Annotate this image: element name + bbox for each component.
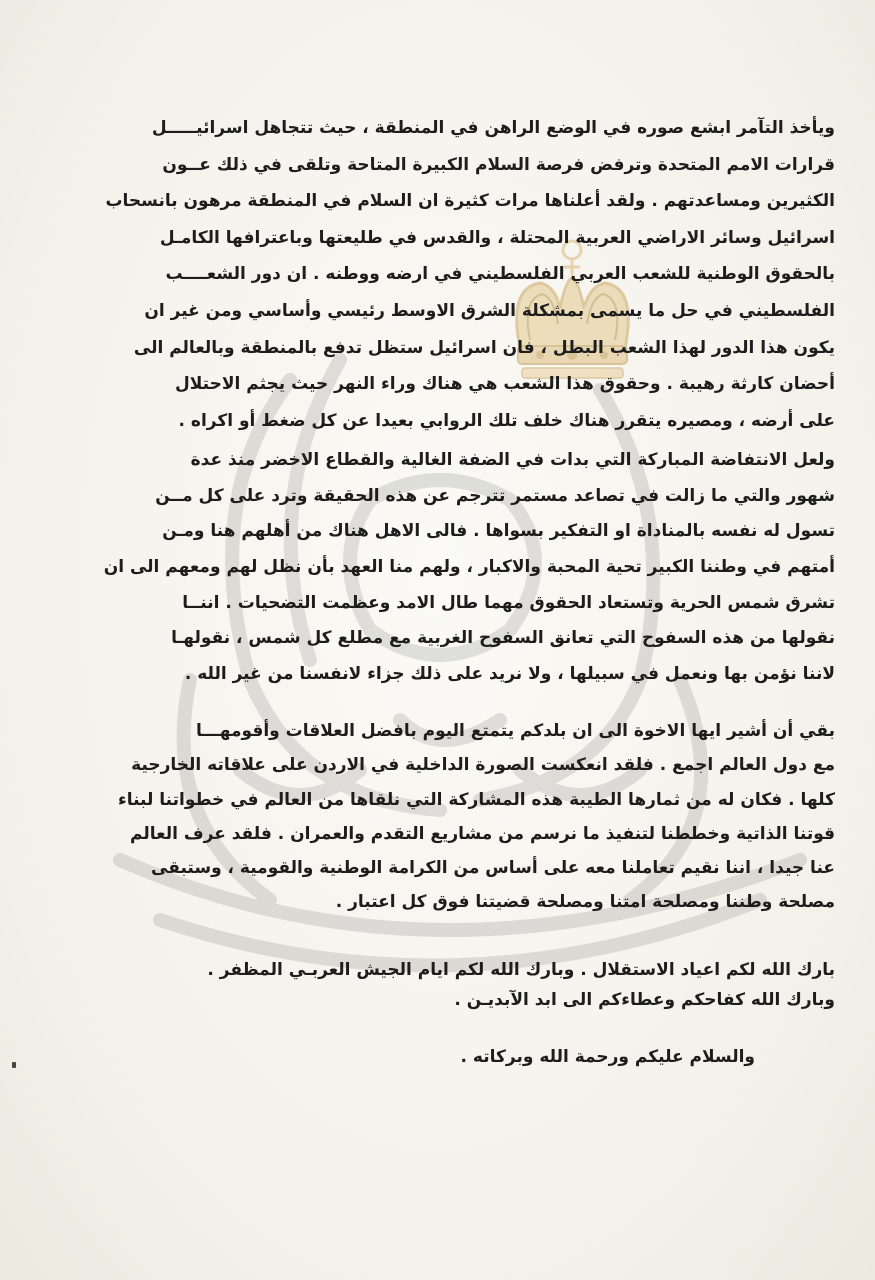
paragraph-line: كلها . فكان له من ثمارها الطيبة هذه المشاركة التي نلقاها من العالم في خطواتنا لبناء bbox=[118, 789, 835, 810]
paragraph-line: اسرائيل وسائر الاراضي العربية المحتلة ، والقدس في طليعتها وباعترافها الكامـل bbox=[159, 227, 835, 248]
paragraph-line: عنا جيدا ، اننا نقيم تعاملنا معه على أساس من الكرامة الوطنية والقومية ، وستبقى bbox=[151, 858, 835, 879]
paragraph-line: أمتهم في وطننا الكبير تحية المحبة والاكبار ، ولهم منا العهد بأن نظل لهم ومعهم الى ان bbox=[103, 557, 835, 578]
paragraph-line: قوتنا الذاتية وخططنا لتنفيذ ما نرسم من مشاريع التقدم والعمران . فلقد عرف العالم bbox=[130, 823, 835, 844]
paragraph-3 bbox=[55, 714, 835, 920]
paragraph-line: مع دول العالم اجمع . فلقد انعكست الصورة الداخلية في الاردن على علاقاته الخارجية bbox=[131, 755, 835, 776]
margin-mark bbox=[12, 1062, 16, 1068]
paragraph-line: بارك الله لكم اعياد الاستقلال . وبارك الله لكم ايام الجيش العربـي المظفر . bbox=[207, 960, 835, 980]
paragraph-line: الفلسطيني في حل ما يسمى بمشكلة الشرق الاوسط رئيسي وأساسي ومن غير ان bbox=[144, 300, 835, 321]
paragraph-line: بالحقوق الوطنية للشعب العربي الفلسطيني في ارضه ووطنه . ان دور الشعــــب bbox=[165, 264, 835, 285]
paragraph-line: تشرق شمس الحرية وتستعاد الحقوق مهما طال الامد وعظمت التضحيات . اننــا bbox=[182, 592, 835, 613]
paragraph-line: قرارات الامم المتحدة وترفض فرصة السلام الكبيرة المتاحة وتلقى في ذلك عــون bbox=[162, 154, 835, 175]
paragraph-line: تسول له نفسه بالمناداة او التفكير بسواها . فالى الاهل هناك من أهلهم هنا ومـن bbox=[162, 521, 835, 542]
paragraph-line: ولعل الانتفاضة المباركة التي بدات في الضفة الغالية والقطاع الاخضر منذ عدة bbox=[190, 450, 835, 470]
paragraph-line: شهور والتي ما زالت في تصاعد مستمر تترجم عن هذه الحقيقة وترد على كل مــن bbox=[155, 485, 835, 506]
paragraph-line: ويأخذ التآمر ابشع صوره في الوضع الراهن في المنطقة ، حيث تتجاهل اسرائيـــــل bbox=[151, 118, 835, 138]
paragraph-line: والسلام عليكم ورحمة الله وبركاته . bbox=[460, 1047, 755, 1067]
paragraph-line: الكثيرين ومساعدتهم . ولقد أعلناها مرات كثيرة ان السلام في المنطقة مرهون بانسحاب bbox=[105, 191, 835, 212]
closing-greeting bbox=[55, 1042, 755, 1072]
paragraph-line: على أرضه ، ومصيره يتقرر هناك خلف تلك الروابي بعيدا عن كل ضغط أو اكراه . bbox=[178, 410, 835, 431]
paragraph-line: مصلحة وطننا ومصلحة امتنا ومصلحة قضيتنا فوق كل اعتبار . bbox=[335, 892, 835, 913]
paragraph-1 bbox=[55, 110, 835, 439]
paragraph-2 bbox=[55, 443, 835, 693]
paragraph-line: بقي أن أشير ايها الاخوة الى ان بلدكم يتمتع اليوم بافضل العلاقات وأقومهـــا bbox=[195, 721, 835, 741]
paragraph-line: يكون هذا الدور لهذا الشعب البطل ، فان اسرائيل ستظل تدفع بالمنطقة وبالعالم الى bbox=[133, 337, 835, 358]
paragraph-line: أحضان كارثة رهيبة . وحقوق هذا الشعب هي هناك وراء النهر حيث يجثم الاحتلال bbox=[174, 374, 835, 395]
paragraph-line: لاننا نؤمن بها ونعمل في سبيلها ، ولا نريد على ذلك جزاء لانفسنا من غير الله . bbox=[184, 664, 835, 685]
paragraph-line: وبارك الله كفاحكم وعطاءكم الى ابد الآبديـن . bbox=[454, 990, 835, 1010]
paragraph-line: نقولها من هذه السفوح التي تعانق السفوح الغربية مع مطلع كل شمس ، نقولهـا bbox=[171, 628, 835, 649]
blessing-paragraph bbox=[55, 955, 835, 1015]
